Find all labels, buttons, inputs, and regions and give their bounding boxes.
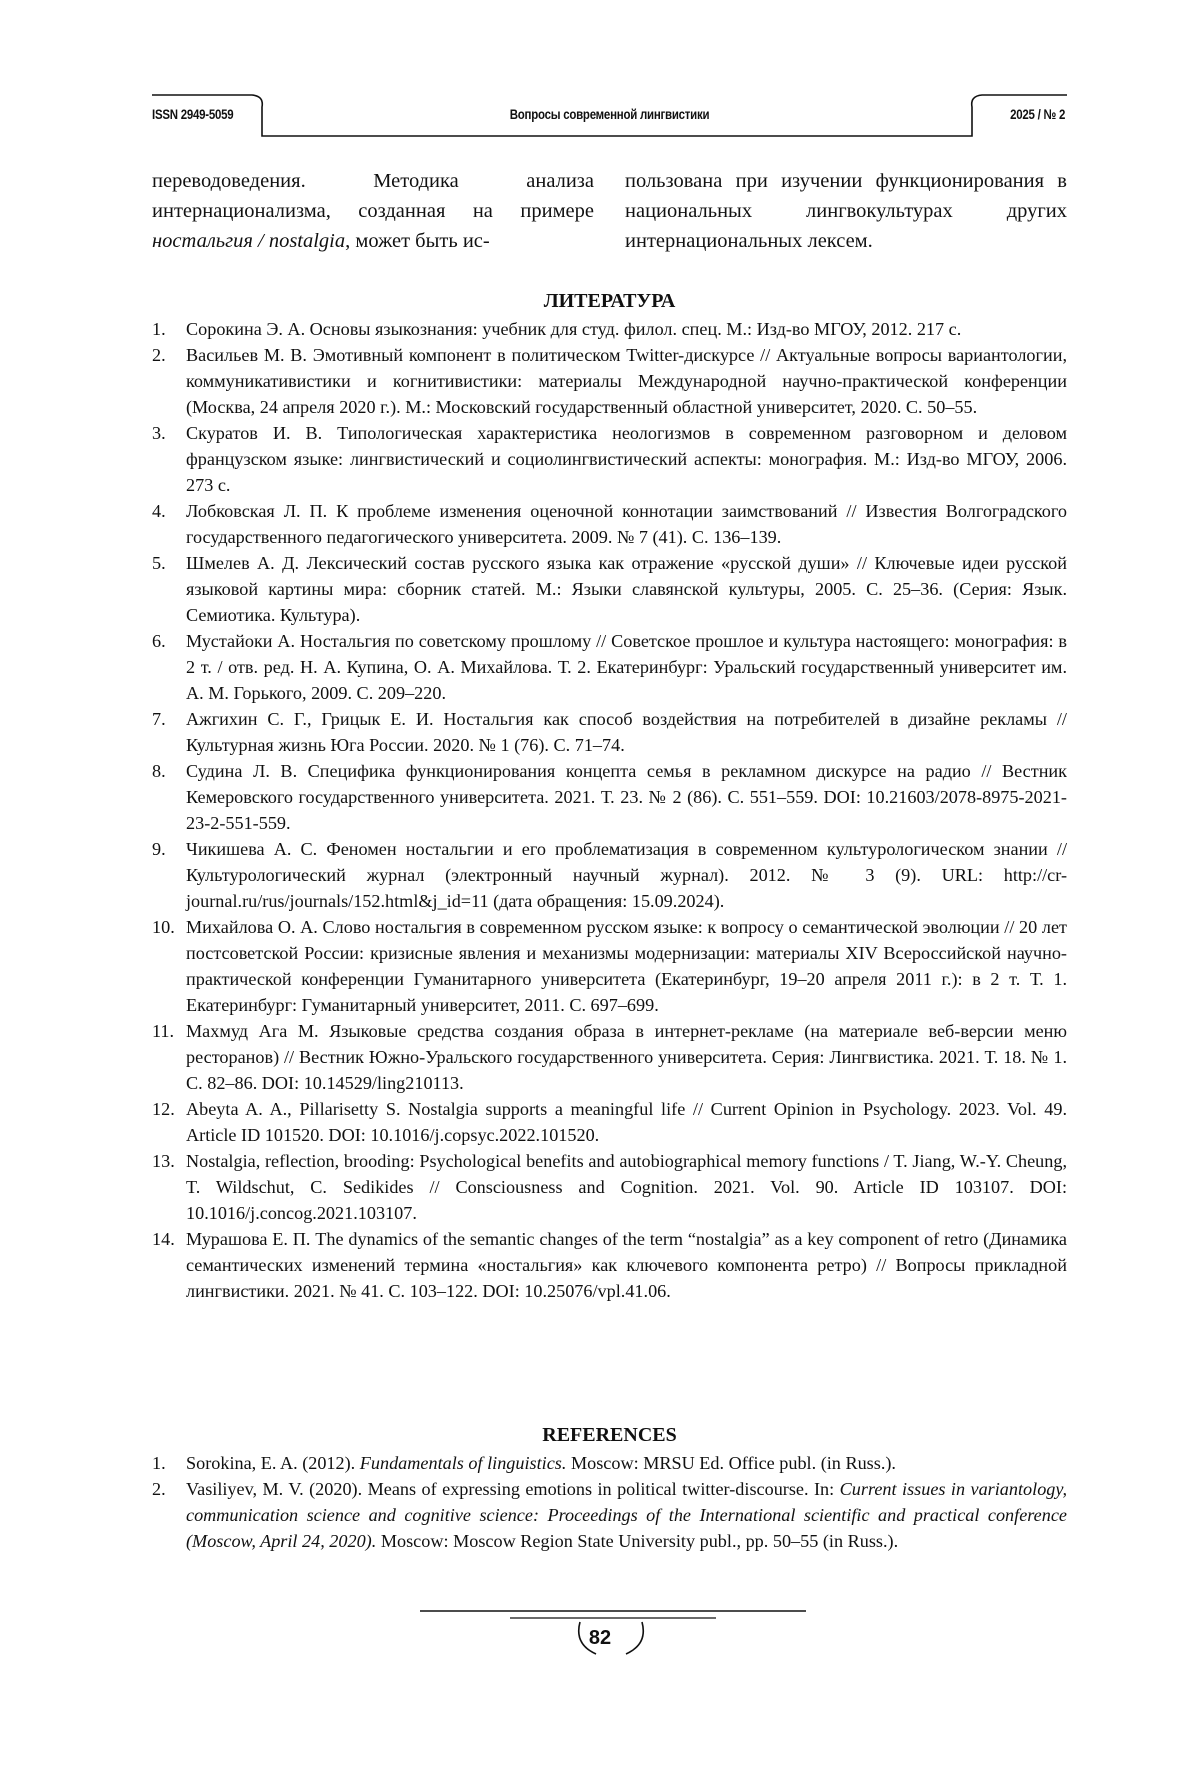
- literature-item: [152, 914, 1067, 1018]
- intro-left-italic: ностальгия / nostalgia: [152, 230, 345, 252]
- literature-item-text: Васильев М. В. Эмотивный компонент в политическом Twitter-дискурсе // Актуальные вопросы вариантологии, коммуникативистики и когнитивистики: материалы Международной научно-практической конференции (Москва, 24 апреля 2020 г.). М.: Московский государственный областной университет, 2020. С. 50–55.: [186, 345, 1067, 417]
- literature-item: [152, 706, 1067, 758]
- literature-list: [152, 316, 1067, 1304]
- references-section: [152, 1422, 1067, 1554]
- literature-item-number: 13.: [152, 1148, 175, 1174]
- literature-item-number: 3.: [152, 420, 166, 446]
- literature-item: [152, 342, 1067, 420]
- literature-item-text: Скуратов И. В. Типологическая характеристика неологизмов в современном разговорном и деловом французском языке: лингвистический и социолингвистический аспекты: монография. М.: Изд-во МГОУ, 2006. 273 с.: [186, 423, 1067, 495]
- literature-item: [152, 550, 1067, 628]
- literature-item: [152, 1148, 1067, 1226]
- literature-item-text: Шмелев А. Д. Лексический состав русского языка как отражение «русской души» // Ключевые идеи русской языковой картины мира: сборник статей. М.: Языки славянской культуры, 2005. С. 25–36. (Серия: Язык. Семиотика. Культура).: [186, 553, 1067, 625]
- literature-item-text: Сорокина Э. А. Основы языкознания: учебник для студ. филол. спец. М.: Изд-во МГОУ, 2012. 217 с.: [186, 319, 961, 339]
- literature-item-number: 6.: [152, 628, 166, 654]
- references-list: [152, 1450, 1067, 1554]
- reference-number: 1.: [152, 1450, 166, 1476]
- literature-item-text: Nostalgia, reflection, brooding: Psychological benefits and autobiographical memory functions / T. Jiang, W.-Y. Cheung, T. Wildschut, C. Sedikides // Consciousness and Cognition. 2021. Vol. 90. Article ID 103107. DOI: 10.1016/j.concog.2021.103107.: [186, 1151, 1067, 1223]
- literature-item-text: Мурашова Е. П. The dynamics of the semantic changes of the term “nostalgia” as a key component of retro (Динамика семантических изменений термина «ностальгия» как ключевого компонента ретро) // Вопросы прикладной лингвистики. 2021. № 41. С. 103–122. DOI: 10.25076/vpl.41.06.: [186, 1229, 1067, 1301]
- literature-item: [152, 1226, 1067, 1304]
- literature-item-number: 10.: [152, 914, 175, 940]
- literature-item-number: 7.: [152, 706, 166, 732]
- intro-column-right: [625, 166, 1067, 256]
- literature-item-number: 11.: [152, 1018, 174, 1044]
- reference-number: 2.: [152, 1476, 166, 1502]
- page-footer: [0, 1608, 1200, 1668]
- literature-item: [152, 758, 1067, 836]
- literature-item-number: 5.: [152, 550, 166, 576]
- intro-left-pre: переводоведения. Методика анализа интернационализма, созданная на примере: [152, 170, 594, 222]
- issn: ISSN 2949-5059: [152, 106, 233, 122]
- literature-item-text: Чикишева А. С. Феномен ностальгии и его проблематизация в современном культурологическом знании // Культурологический журнал (электронный научный журнал). 2012. № 3 (9). URL: http://cr-journal.ru/rus/journals/152.html&j_id=11 (дата обращения: 15.09.2024).: [186, 839, 1067, 911]
- literature-item-number: 2.: [152, 342, 166, 368]
- literature-item-text: Мустайоки А. Ностальгия по советскому прошлому // Советское прошлое и культура настоящего: монография: в 2 т. / отв. ред. Н. А. Купина, О. А. Михайлова. Т. 2. Екатеринбург: Уральский государственный университет им. А. М. Горького, 2009. С. 209–220.: [186, 631, 1067, 703]
- literature-item: [152, 316, 1067, 342]
- literature-item: [152, 420, 1067, 498]
- literature-item-number: 4.: [152, 498, 166, 524]
- literature-item-text: Михайлова О. А. Слово ностальгия в современном русском языке: к вопросу о семантической эволюции // 20 лет постсоветской России: кризисные явления и механизмы модернизации: материалы XIV Всероссийской научно-практической конференции Гуманитарного университета (Екатеринбург, 19–20 апреля 2011 г.): в 2 т. Т. 1. Екатеринбург: Гуманитарный университет, 2011. С. 697–699.: [186, 917, 1067, 1015]
- literature-item-number: 14.: [152, 1226, 175, 1252]
- literature-item-text: Судина Л. В. Специфика функционирования концепта семья в рекламном дискурсе на радио // Вестник Кемеровского государственного университета. 2021. Т. 23. № 2 (86). С. 551–559. DOI: 10.21603/2078-8975-2021-23-2-551-559.: [186, 761, 1067, 833]
- literature-item-number: 12.: [152, 1096, 175, 1122]
- literature-item-number: 9.: [152, 836, 166, 862]
- literature-title: ЛИТЕРАТУРА: [152, 288, 1067, 314]
- literature-item: [152, 628, 1067, 706]
- intro-column-left: [152, 166, 594, 256]
- references-title: REFERENCES: [152, 1422, 1067, 1448]
- page-number: 82: [0, 1627, 1200, 1650]
- running-header: [152, 92, 1067, 140]
- literature-item-text: Ажгихин С. Г., Грицык Е. И. Ностальгия как способ воздействия на потребителей в дизайне рекламы // Культурная жизнь Юга России. 2020. № 1 (76). С. 71–74.: [186, 709, 1067, 755]
- literature-item: [152, 1018, 1067, 1096]
- intro-right-text: пользована при изучении функционирования в национальных лингвокультурах других интернациональных лексем.: [625, 166, 1067, 256]
- literature-item-number: 1.: [152, 316, 166, 342]
- literature-section: [152, 288, 1067, 1304]
- intro-left-post: , может быть ис-: [345, 230, 490, 252]
- literature-item-text: Махмуд Ага М. Языковые средства создания образа в интернет-рекламе (на материале веб-версии меню ресторанов) // Вестник Южно-Уральского государственного университета. Серия: Лингвистика. 2021. Т. 18. № 1. С. 82–86. DOI: 10.14529/ling210113.: [186, 1021, 1067, 1093]
- literature-item: [152, 1096, 1067, 1148]
- literature-item: [152, 836, 1067, 914]
- journal-title: Вопросы современной лингвистики: [234, 106, 984, 122]
- literature-item-number: 8.: [152, 758, 166, 784]
- reference-item: 1. Sorokina, E. A. (2012). Fundamentals of linguistics. Moscow: MRSU Ed. Office publ. (in Russ.).: [152, 1450, 1067, 1476]
- reference-item: 2. Vasiliyev, M. V. (2020). Means of expressing emotions in political twitter-discourse. In: Current issues in variantology, communication science and cognitive science: Proceedings of the International scientific and practical conference (Moscow, April 24, 2020). Moscow: Moscow Region State University publ., pp. 50–55 (in Russ.).: [152, 1476, 1067, 1554]
- literature-item-text: Abeyta A. A., Pillarisetty S. Nostalgia supports a meaningful life // Current Opinion in Psychology. 2023. Vol. 49. Article ID 101520. DOI: 10.1016/j.copsyc.2022.101520.: [186, 1099, 1067, 1145]
- issue-number: 2025 / № 2: [1010, 106, 1065, 122]
- literature-item: [152, 498, 1067, 550]
- literature-item-text: Лобковская Л. П. К проблеме изменения оценочной коннотации заимствований // Известия Волгоградского государственного педагогического университета. 2009. № 7 (41). С. 136–139.: [186, 501, 1067, 547]
